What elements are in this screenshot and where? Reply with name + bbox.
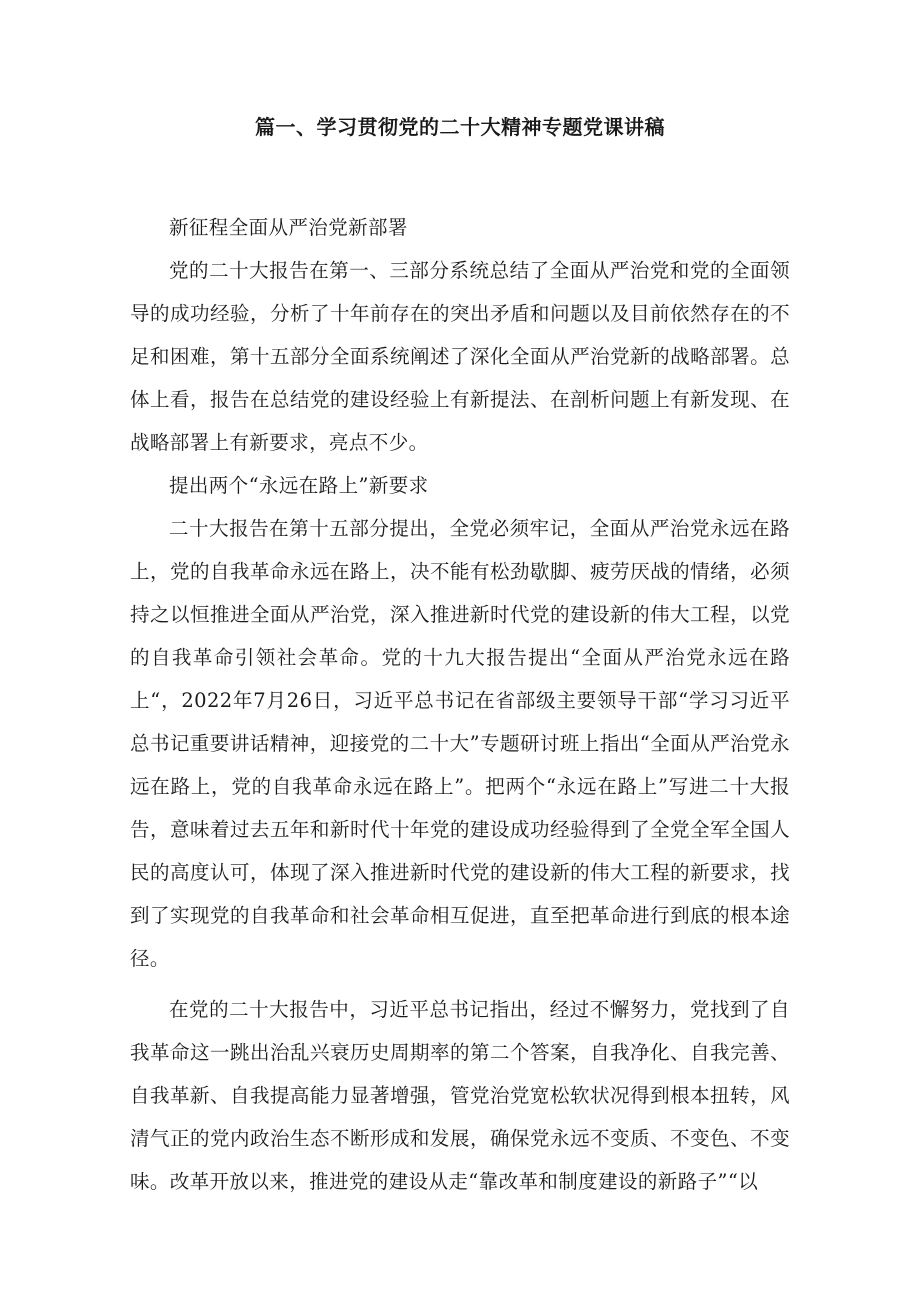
document-title: 篇一、学习贯彻党的二十大精神专题党课讲稿 bbox=[255, 115, 665, 139]
section-subheading: 提出两个“永远在路上”新要求 bbox=[169, 474, 429, 497]
document-body bbox=[130, 206, 790, 1203]
body-paragraph: 党的二十大报告在第一、三部分系统总结了全面从严治党和党的全面领导的成功经验，分析了十年前存在的突出矛盾和问题以及目前依然存在的不足和困难，第十五部分全面系统阐述了深化全面从严治党新的战略部署。总体上看，报告在总结党的建设经验上有新提法、在剖析问题上有新发现、在战略部署上有新要求，亮点不少。 bbox=[130, 259, 790, 454]
section-subheading: 新征程全面从严治党新部署 bbox=[169, 216, 408, 239]
body-paragraph: 二十大报告在第十五部分提出，全党必须牢记，全面从严治党永远在路上，党的自我革命永远在路上，决不能有松劲歇脚、疲劳厌战的情绪，必须持之以恒推进全面从严治党，深入推进新时代党的建设新的伟大工程，以党的自我革命引领社会革命。党的十九大报告提出“全面从严治党永远在路上“，2022年7月26日，习近平总书记在省部级主要领导干部“学习习近平总书记重要讲话精神，迎接党的二十大”专题研讨班上指出“全面从严治党永远在路上，党的自我革命永远在路上”。把两个“永远在路上”写进二十大报告，意味着过去五年和新时代十年党的建设成功经验得到了全党全军全国人民的高度认可，体现了深入推进新时代党的建设新的伟大工程的新要求，找到了实现党的自我革命和社会革命相互促进，直至把革命进行到底的根本途径。 bbox=[130, 517, 790, 970]
body-paragraph: 在党的二十大报告中，习近平总书记指出，经过不懈努力，党找到了自我革命这一跳出治乱兴衰历史周期率的第二个答案，自我净化、自我完善、自我革新、自我提高能力显著增强，管党治党宽松软状况得到根本扭转，风清气正的党内政治生态不断形成和发展，确保党永远不变质、不变色、不变味。改革开放以来，推进党的建设从走“靠改革和制度建设的新路子”“以 bbox=[130, 998, 790, 1193]
